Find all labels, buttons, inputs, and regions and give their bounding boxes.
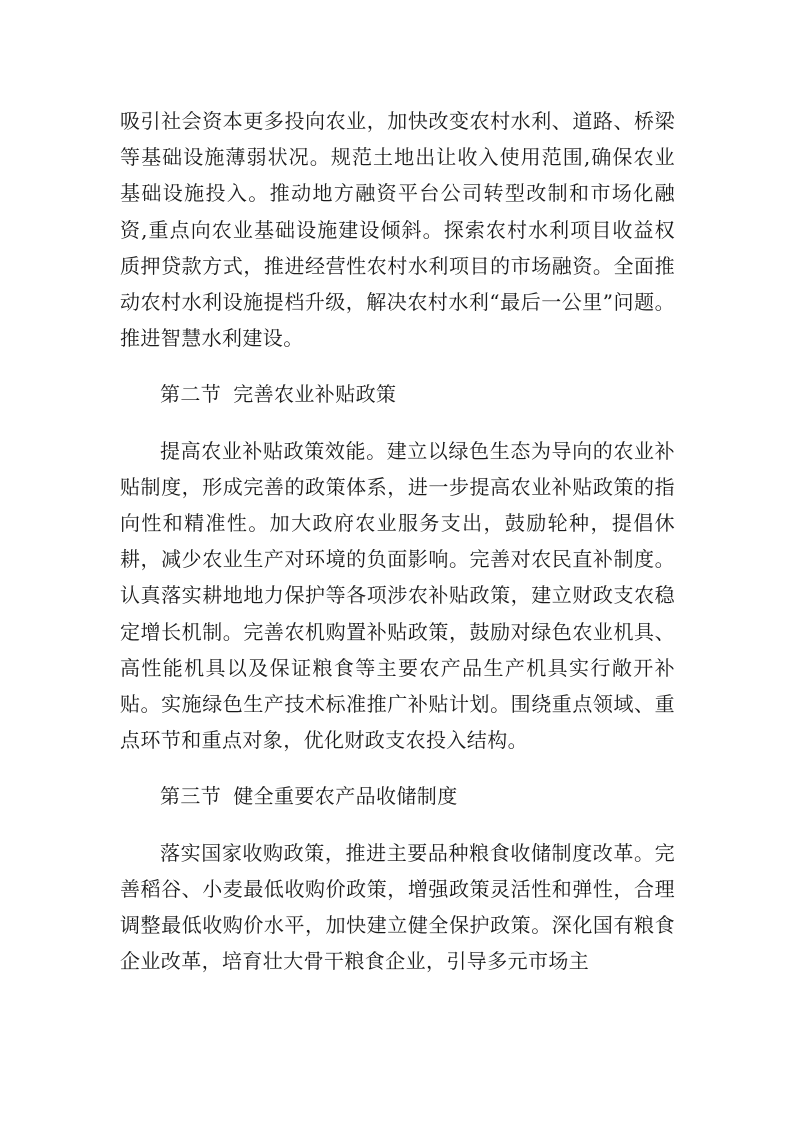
section-heading-2 bbox=[120, 376, 675, 412]
section-title: 完善农业补贴政策 bbox=[233, 382, 397, 407]
paragraph-purchase-storage: 落实国家收购政策，推进主要品种粮食收储制度改革。完善稻谷、小麦最低收购价政策，增强政策灵活性和弹性，合理调整最低收购价水平，加快建立健全保护政策。深化国有粮食企业改革，培育壮大骨干粮食企业，引导多元市场主 bbox=[120, 840, 675, 974]
paragraph-agricultural-subsidy: 提高农业补贴政策效能。建立以绿色生态为导向的农业补贴制度，形成完善的政策体系，进一步提高农业补贴政策的指向性和精准性。加大政府农业服务支出，鼓励轮种，提倡休耕，减少农业生产对环境的负面影响。完善对农民直补制度。认真落实耕地地力保护等各项涉农补贴政策，建立财政支农稳定增长机制。完善农机购置补贴政策，鼓励对绿色农业机具、高性能机具以及保证粮食等主要农产品生产机具实行敞开补贴。实施绿色生产技术标准推广补贴计划。围绕重点领域、重点环节和重点对象，优化财政支农投入结构。 bbox=[120, 438, 675, 753]
section-title: 健全重要农产品收储制度 bbox=[233, 784, 458, 809]
paragraph-infrastructure-financing: 吸引社会资本更多投向农业，加快改变农村水利、道路、桥梁等基础设施薄弱状况。规范土地出让收入使用范围,确保农业基础设施投入。推动地方融资平台公司转型改制和市场化融资,重点向农业基础设施建设倾斜。探索农村水利项目收益权质押贷款方式，推进经营性农村水利项目的市场融资。全面推动农村水利设施提档升级，解决农村水利“最后一公里”问题。推进智慧水利建设。 bbox=[120, 109, 675, 351]
document-body bbox=[120, 103, 675, 979]
section-heading-3 bbox=[120, 778, 675, 814]
section-number: 第二节 bbox=[160, 382, 222, 407]
section-number: 第三节 bbox=[160, 784, 222, 809]
